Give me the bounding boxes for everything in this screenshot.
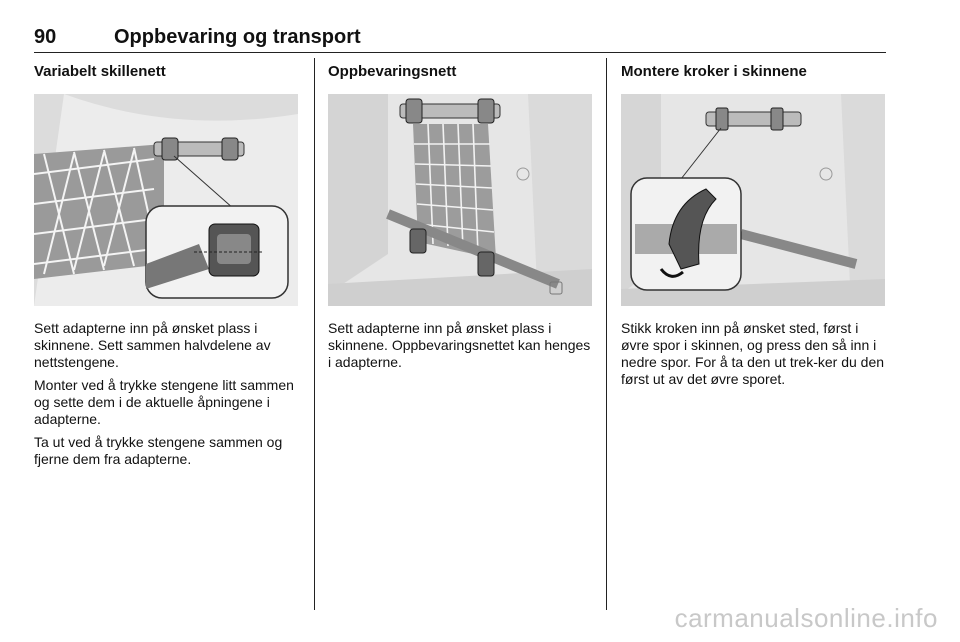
section-storage-net: [328, 62, 594, 377]
paragraph: Monter ved å trykke stengene litt sammen og sette dem i de aktuelle åpningene i adapterne.: [34, 377, 294, 427]
paragraph: Ta ut ved å trykke stengene sammen og fjerne dem fra adapterne.: [34, 434, 283, 467]
section-body: [621, 320, 887, 388]
section-heading: Variabelt skillenett: [34, 63, 166, 80]
page-number: 90: [34, 26, 57, 48]
section-body: [328, 320, 594, 371]
illustration-mount-hooks: [621, 94, 885, 306]
watermark: carmanualsonline.info: [674, 603, 938, 633]
page-header: [34, 22, 886, 53]
column-divider: [314, 58, 315, 610]
paragraph: Sett adapterne inn på ønsket plass i skinnene. Oppbevaringsnettet kan henges i adapterne.: [328, 320, 591, 370]
section-heading: Oppbevaringsnett: [328, 63, 457, 80]
section-heading: Montere kroker i skinnene: [621, 63, 807, 80]
page-title: Oppbevaring og transport: [114, 26, 361, 48]
illustration-storage-net: [328, 94, 592, 306]
paragraph: Stikk kroken inn på ønsket sted, først i øvre spor i skinnen, og press den så inn i nedre spor. For å ta den ut trek-ker du den først ut av det øvre sporet.: [621, 320, 885, 387]
section-mount-hooks: [621, 62, 887, 394]
section-body: [34, 320, 300, 468]
column-divider: [606, 58, 607, 610]
illustration-divider-net: [34, 94, 298, 306]
paragraph: Sett adapterne inn på ønsket plass i skinnene. Sett sammen halvdelene av nettstengene.: [34, 320, 271, 370]
section-variable-divider-net: [34, 62, 300, 474]
